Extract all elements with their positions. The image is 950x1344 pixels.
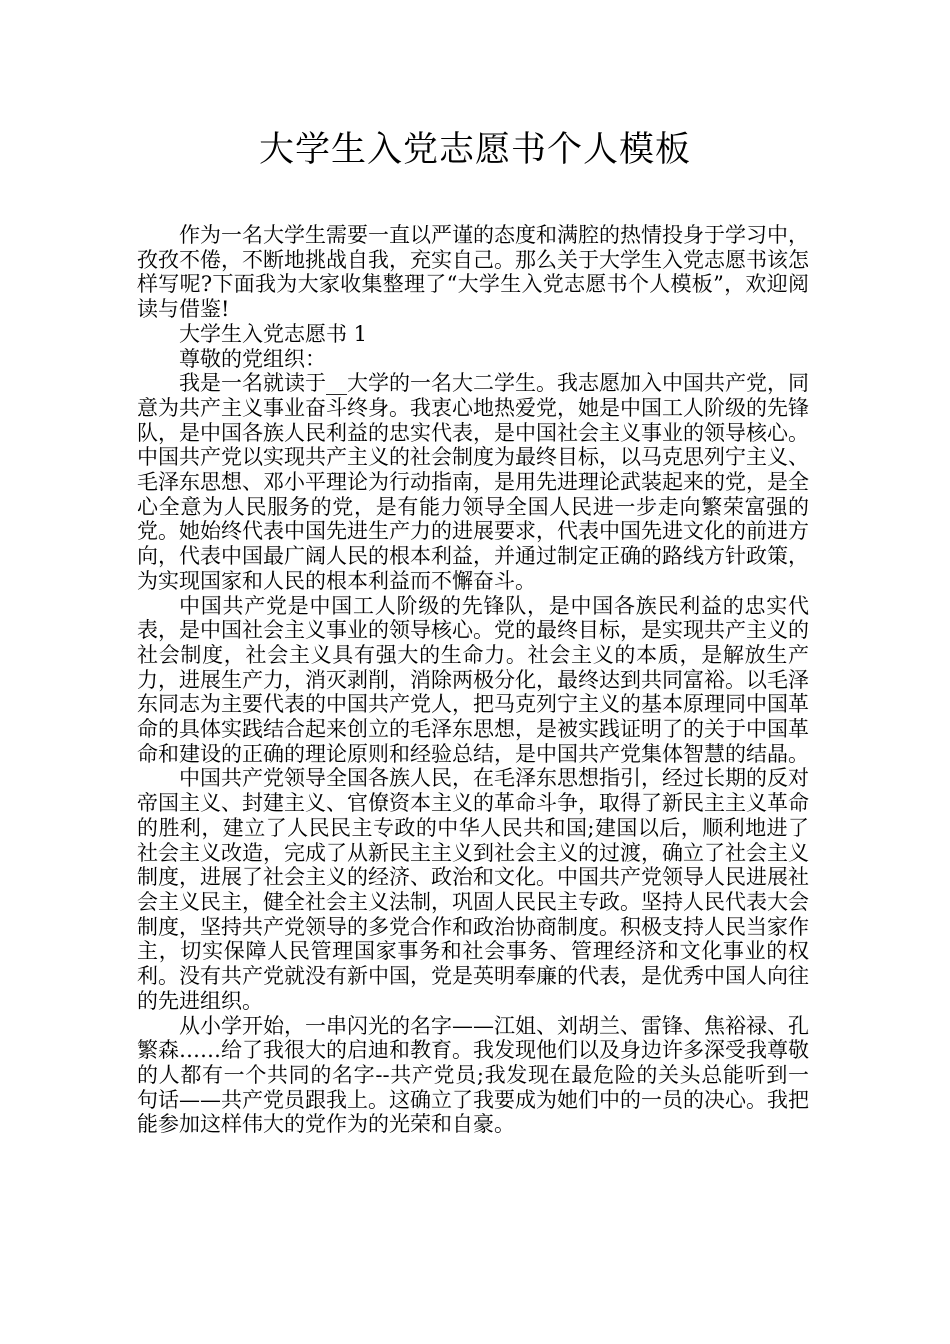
intro-paragraph: 作为一名大学生需要一直以严谨的态度和满腔的热情投身于学习中，孜孜不倦，不断地挑战自我，充实自己。那么关于大学生入党志愿书该怎样写呢?下面我为大家收集整理了“大学生入党志愿书个人模板”，欢迎阅读与借鉴! xyxy=(137,223,809,322)
body-paragraph: 我是一名就读于__大学的一名大二学生。我志愿加入中国共产党，同意为共产主义事业奋斗终身。我衷心地热爱党，她是中国工人阶级的先锋队，是中国各族人民利益的忠实代表，是中国社会主义事业的领导核心。中国共产党以实现共产主义的社会制度为最终目标，以马克思列宁主义、毛泽东思想、邓小平理论为行动指南，是用先进理论武装起来的党，是全心全意为人民服务的党，是有能力领导全国人民进一步走向繁荣富强的党。她始终代表中国先进生产力的进展要求，代表中国先进文化的前进方向，代表中国最广阔人民的根本利益，并通过制定正确的路线方针政策，为实现国家和人民的根本利益而不懈奋斗。 xyxy=(137,371,809,593)
body-paragraph: 中国共产党是中国工人阶级的先锋队，是中国各族民利益的忠实代表，是中国社会主义事业的领导核心。党的最终目标，是实现共产主义的社会制度，社会主义具有强大的生命力。社会主义的本质，是解放生产力，进展生产力，消灭剥削，消除两极分化，最终达到共同富裕。以毛泽东同志为主要代表的中国共产党人，把马克列宁主义的基本原理同中国革命的具体实践结合起来创立的毛泽东思想，是被实践证明了的关于中国革命和建设的正确的理论原则和经验总结，是中国共产党集体智慧的结晶。 xyxy=(137,593,809,766)
document-body xyxy=(137,223,809,1137)
body-paragraph: 中国共产党领导全国各族人民，在毛泽东思想指引，经过长期的反对帝国主义、封建主义、官僚资本主义的革命斗争，取得了新民主主义革命的胜利，建立了人民民主专政的中华人民共和国;建国以后，顺利地进了社会主义改造，完成了从新民主主义到社会主义的过渡，确立了社会主义制度，进展了社会主义的经济、政治和文化。中国共产党领导人民进展社会主义民主，健全社会主义法制，巩固人民民主专政。坚持人民代表大会制度，坚持共产党领导的多党合作和政治协商制度。积极支持人民当家作主，切实保障人民管理国家事务和社会事务、管理经济和文化事业的权利。没有共产党就没有新中国，党是英明奉廉的代表，是优秀中国人向往的先进组织。 xyxy=(137,766,809,1013)
document-title: 大学生入党志愿书个人模板 xyxy=(258,130,691,170)
body-paragraph: 从小学开始，一串闪光的名字——江姐、刘胡兰、雷锋、焦裕禄、孔繁森……给了我很大的启迪和教育。我发现他们以及身边许多深受我尊敬的人都有一个共同的名字--共产党员;我发现在最危险的关头总能听到一句话——共产党员跟我上。这确立了我要成为她们中的一员的决心。我把能参加这样伟大的党作为的光荣和自豪。 xyxy=(137,1013,809,1137)
salutation: 尊敬的党组织： xyxy=(179,346,326,371)
section-heading: 大学生入党志愿书 1 xyxy=(179,321,368,346)
